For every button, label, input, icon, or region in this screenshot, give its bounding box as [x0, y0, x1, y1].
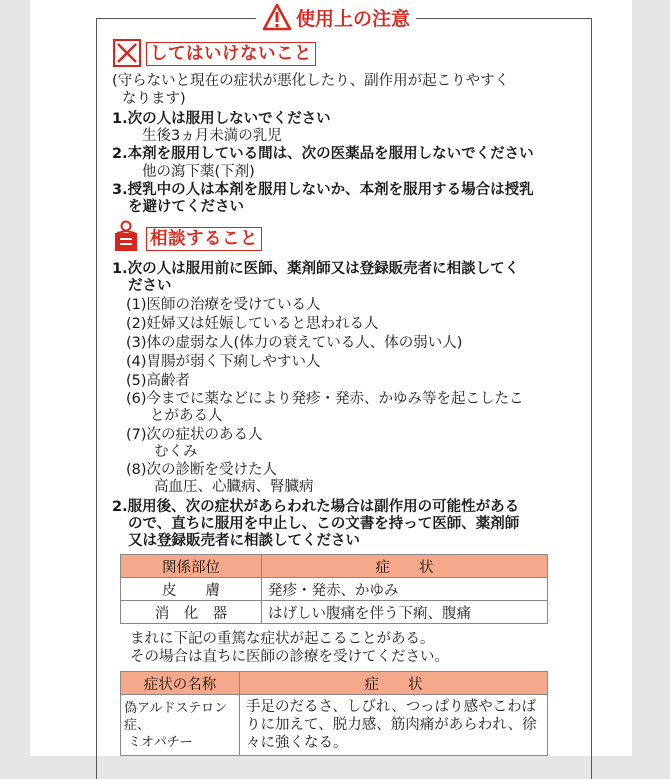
dont-item-1-sub: 生後3ヵ月未満の乳児	[142, 128, 282, 144]
table-cell: 消 化 器	[121, 601, 262, 624]
condition-name-line1: 偽アルドステロン症、	[124, 700, 228, 733]
dont-item-3: 3.授乳中の人は本剤を服用しないか、本剤を服用する場合は授乳	[112, 182, 534, 198]
consult-subitem-1: (1)医師の治療を受けている人	[126, 297, 321, 313]
consult-subitem-8: (8)次の診断を受けた人	[126, 462, 278, 478]
consult-subitem-8-detail: 高血圧、心臓病、腎臓病	[154, 479, 314, 495]
table-header-cell: 症 状	[240, 672, 548, 695]
consult-icon	[113, 219, 139, 253]
dont-item-2-sub: 他の瀉下薬(下剤)	[142, 164, 255, 180]
table-cell: 皮 膚	[121, 578, 262, 601]
warning-icon	[262, 3, 292, 31]
consult-subitem-5: (5)高齢者	[126, 373, 191, 389]
consult-subitem-2: (2)妊婦又は妊娠していると思われる人	[126, 316, 379, 332]
table-row	[121, 695, 548, 756]
title-text: 使用上の注意	[296, 7, 411, 30]
consult-item-2-line3: 又は登録販売者に相談してください	[128, 533, 360, 549]
consult-item-1-cont: ださい	[128, 278, 172, 294]
consult-item-2-line1: 2.服用後、次の症状があらわれた場合は副作用の可能性がある	[112, 499, 520, 515]
dont-heading: してはいけないこと	[146, 42, 316, 66]
serious-symptoms-table	[120, 671, 548, 756]
rare-note-line1: まれに下記の重篤な症状が起こることがある。	[130, 631, 435, 647]
document-page	[30, 0, 632, 756]
table-header-cell: 関係部位	[121, 555, 262, 578]
consult-heading: 相談すること	[146, 227, 262, 251]
table-cell	[240, 695, 548, 756]
table-header-cell: 症状の名称	[121, 672, 240, 695]
table-cell: はげしい腹痛を伴う下痢、腹痛	[262, 601, 548, 624]
consult-subitem-6: (6)今までに薬などにより発疹・発赤、かゆみ等を起こしたこ	[126, 391, 524, 407]
symptom-line1: 手足のだるさ、しびれ、つっぱり感やこわば	[246, 699, 537, 715]
table-header-row	[121, 672, 548, 695]
side-effects-table	[120, 554, 548, 624]
dont-item-1: 1.次の人は服用しないでください	[112, 111, 331, 127]
dont-item-2: 2.本剤を服用している間は、次の医薬品を服用しないでください	[112, 146, 534, 162]
consult-subitem-4: (4)胃腸が弱く下痢しやすい人	[126, 354, 321, 370]
table-row	[121, 578, 548, 601]
symptom-line3: 々に強くなる。	[246, 735, 348, 751]
consult-subitem-3: (3)体の虚弱な人(体力の衰えている人、体の弱い人)	[126, 335, 463, 351]
rare-note-line2: その場合は直ちに医師の診療を受けてください。	[130, 649, 449, 665]
symptom-line2: りに加えて、脱力感、筋肉痛があらわれ、徐	[246, 717, 537, 733]
table-header-row	[121, 555, 548, 578]
consult-subitem-7: (7)次の症状のある人	[126, 427, 263, 443]
table-cell	[121, 695, 240, 756]
table-header-cell: 症 状	[262, 555, 548, 578]
consult-subitem-7-detail: むくみ	[154, 444, 198, 460]
consult-item-1: 1.次の人は服用前に医師、薬剤師又は登録販売者に相談してく	[112, 261, 520, 277]
precautions-title	[256, 2, 416, 32]
consult-subitem-6-cont: とがある人	[150, 408, 223, 424]
prohibited-icon	[112, 38, 142, 68]
table-row	[121, 601, 548, 624]
table-cell: 発疹・発赤、かゆみ	[262, 578, 548, 601]
condition-name-line2: ミオパチー	[128, 734, 193, 750]
dont-note-line1: (守らないと現在の症状が悪化したり、副作用が起こりやすく	[112, 73, 510, 89]
dont-item-3-cont: を避けてください	[128, 199, 244, 215]
consult-item-2-line2: ので、直ちに服用を中止し、この文書を持って医師、薬剤師	[128, 516, 520, 532]
dont-note-line2: なります)	[122, 91, 186, 107]
